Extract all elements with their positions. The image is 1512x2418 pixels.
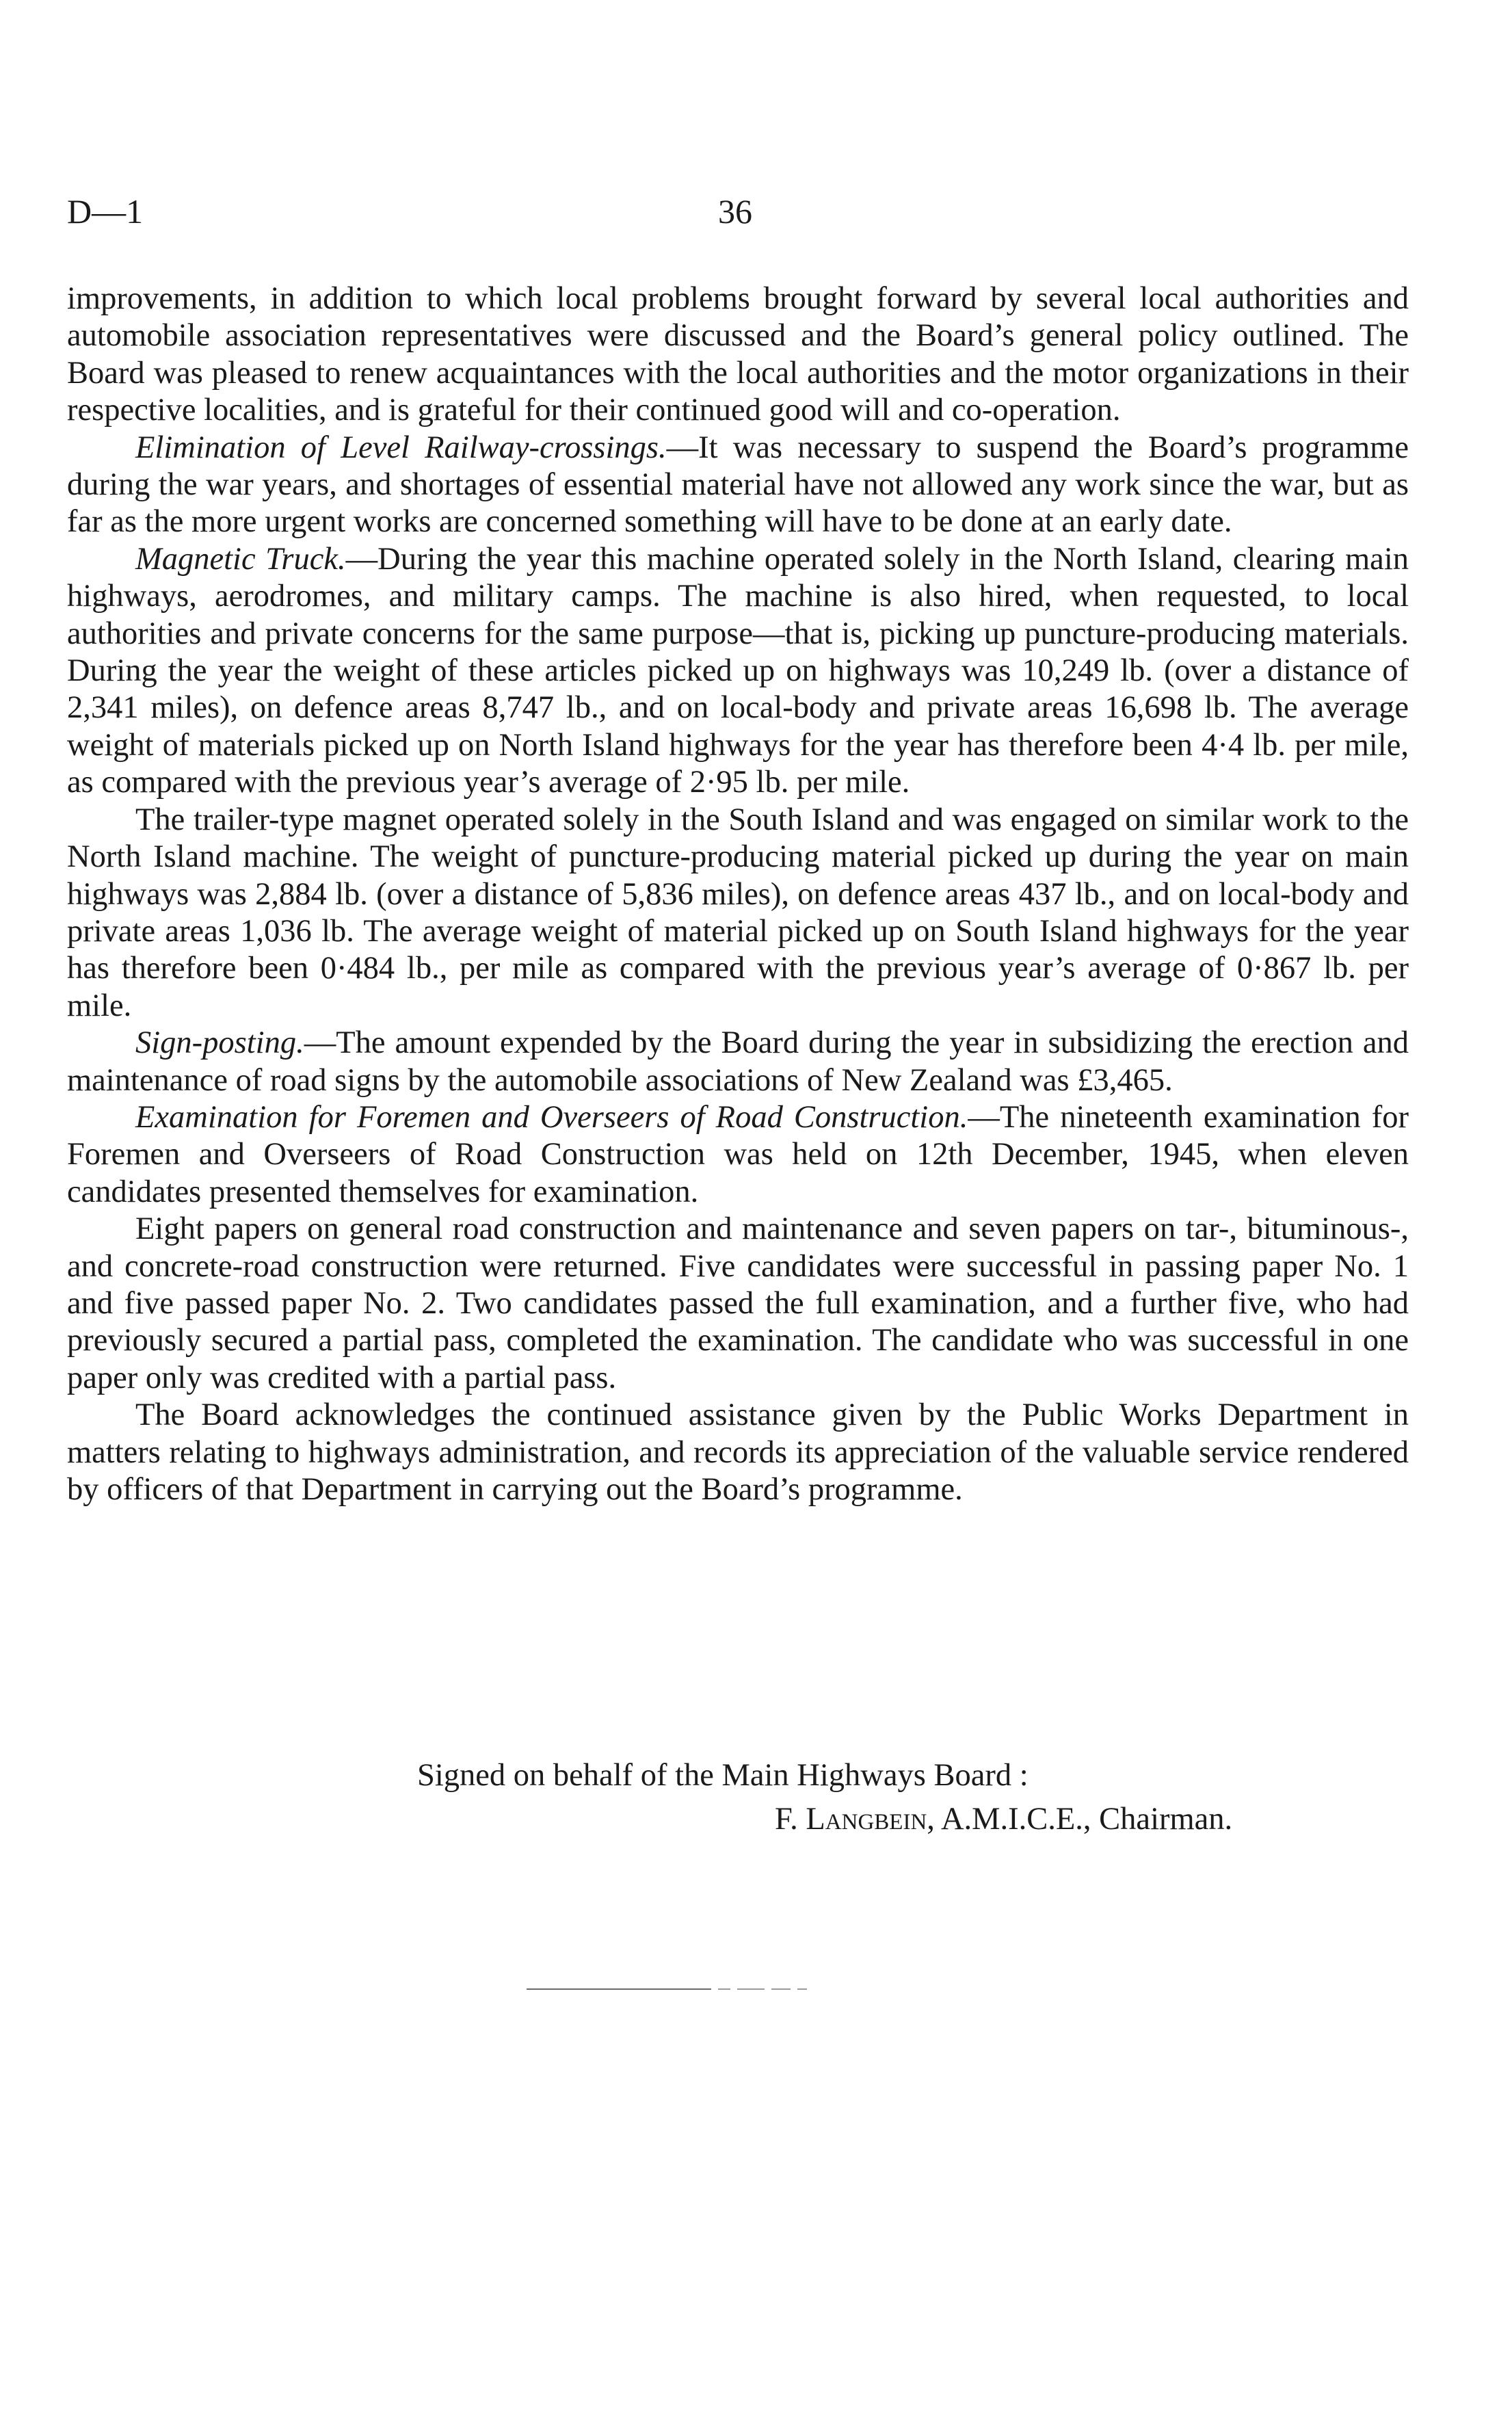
paragraph-text: The Board acknowledges the continued assistance given by the Public Works Department in matters relating to highways administration, and records its appreciation of the valuable service rendered by officers of that Department in carrying out the Board’s programme. bbox=[67, 1397, 1409, 1507]
page-number: 36 bbox=[718, 192, 752, 231]
paragraph-text: —The nineteenth examination for Foremen and Overseers of Road Construction was held on 12th December, 1945, when eleven candidates presented themselves for examination. bbox=[67, 1099, 1409, 1209]
paragraph bbox=[67, 430, 1409, 541]
end-rule-dash bbox=[737, 1988, 765, 1990]
signatory-qualifications: , A.M.I.C.E., Chairman. bbox=[927, 1802, 1233, 1837]
end-rule-dash bbox=[771, 1988, 791, 1990]
paragraph bbox=[67, 1099, 1409, 1211]
paragraph bbox=[67, 541, 1409, 802]
paragraph-text: —During the year this machine operated solely in the North Island, clearing main highways, aerodromes, and military camps. The machine is also hired, when requested, to local authorities and private concerns for the same purpose—that is, picking up puncture-producing materials. During the year the weight of these articles picked up on highways was 10,249 lb. (over a distance of 2,341 miles), on defence areas 8,747 lb., and on local-body and private areas 16,698 lb. The average weight of materials picked up on North Island highways for the year has therefore been 4·4 lb. per mile, as compared with the previous year’s average of 2·95 lb. per mile. bbox=[67, 541, 1409, 800]
signatory-surname: Langbein bbox=[806, 1802, 927, 1837]
signatory-initial: F. bbox=[775, 1802, 798, 1837]
body-text bbox=[67, 280, 1409, 1508]
page-code: D—1 bbox=[67, 192, 144, 231]
run-in-heading: Elimination of Level Railway-crossings. bbox=[135, 430, 667, 465]
page-header bbox=[67, 192, 1435, 246]
paragraph-text: improvements, in addition to which local problems brought forward by several local authorities and automobile association representatives were discussed and the Board’s general policy outlined. The Board was pleased to renew acquaintances with the local authorities and the motor organizations in their respective localities, and is grateful for their continued good will and co-operation. bbox=[67, 281, 1409, 428]
paragraph bbox=[67, 1025, 1409, 1099]
run-in-heading: Examination for Foremen and Overseers of Road Construction. bbox=[135, 1099, 968, 1135]
run-in-heading: Magnetic Truck. bbox=[135, 541, 346, 577]
run-in-heading: Sign-posting. bbox=[135, 1025, 304, 1061]
paragraph-text: —The amount expended by the Board during the year in subsidizing the erection and maintenance of road signs by the automobile associations of New Zealand was £3,465. bbox=[67, 1025, 1409, 1098]
signed-on-behalf-line: Signed on behalf of the Main Highways Board : bbox=[417, 1758, 1029, 1793]
end-rule-dash bbox=[718, 1988, 730, 1990]
end-rule-dash bbox=[797, 1988, 807, 1990]
paragraph bbox=[67, 280, 1409, 430]
paragraph-text: The trailer-type magnet operated solely in the South Island and was engaged on similar work to the North Island machine. The weight of puncture-producing material picked up during the year on main highways was 2,884 lb. (over a distance of 5,836 miles), on defence areas 437 lb., and on local-body and private areas 1,036 lb. The average weight of material picked up on South Island highways for the year has therefore been 0·484 lb., per mile as compared with the previous year’s average of 0·867 lb. per mile. bbox=[67, 802, 1409, 1023]
paragraph-text: —It was necessary to suspend the Board’s programme during the war years, and shortages of essential material have not allowed any work since the war, but as far as the more urgent works are concerned something will have to be done at an early date. bbox=[67, 430, 1409, 540]
paragraph bbox=[67, 1211, 1409, 1397]
paragraph-text: Eight papers on general road construction and maintenance and seven papers on tar-, bituminous-, and concrete-road construction were returned. Five candidates were successful in passing paper No. 1 and five passed paper No. 2. Two candidates passed the full examination, and a further five, who had previously secured a partial pass, completed the examination. The candidate who was successful in one paper only was credited with a partial pass. bbox=[67, 1211, 1409, 1395]
paragraph bbox=[67, 1397, 1409, 1508]
signatory-line bbox=[775, 1800, 1232, 1839]
paragraph bbox=[67, 802, 1409, 1025]
end-rule bbox=[527, 1988, 711, 1990]
